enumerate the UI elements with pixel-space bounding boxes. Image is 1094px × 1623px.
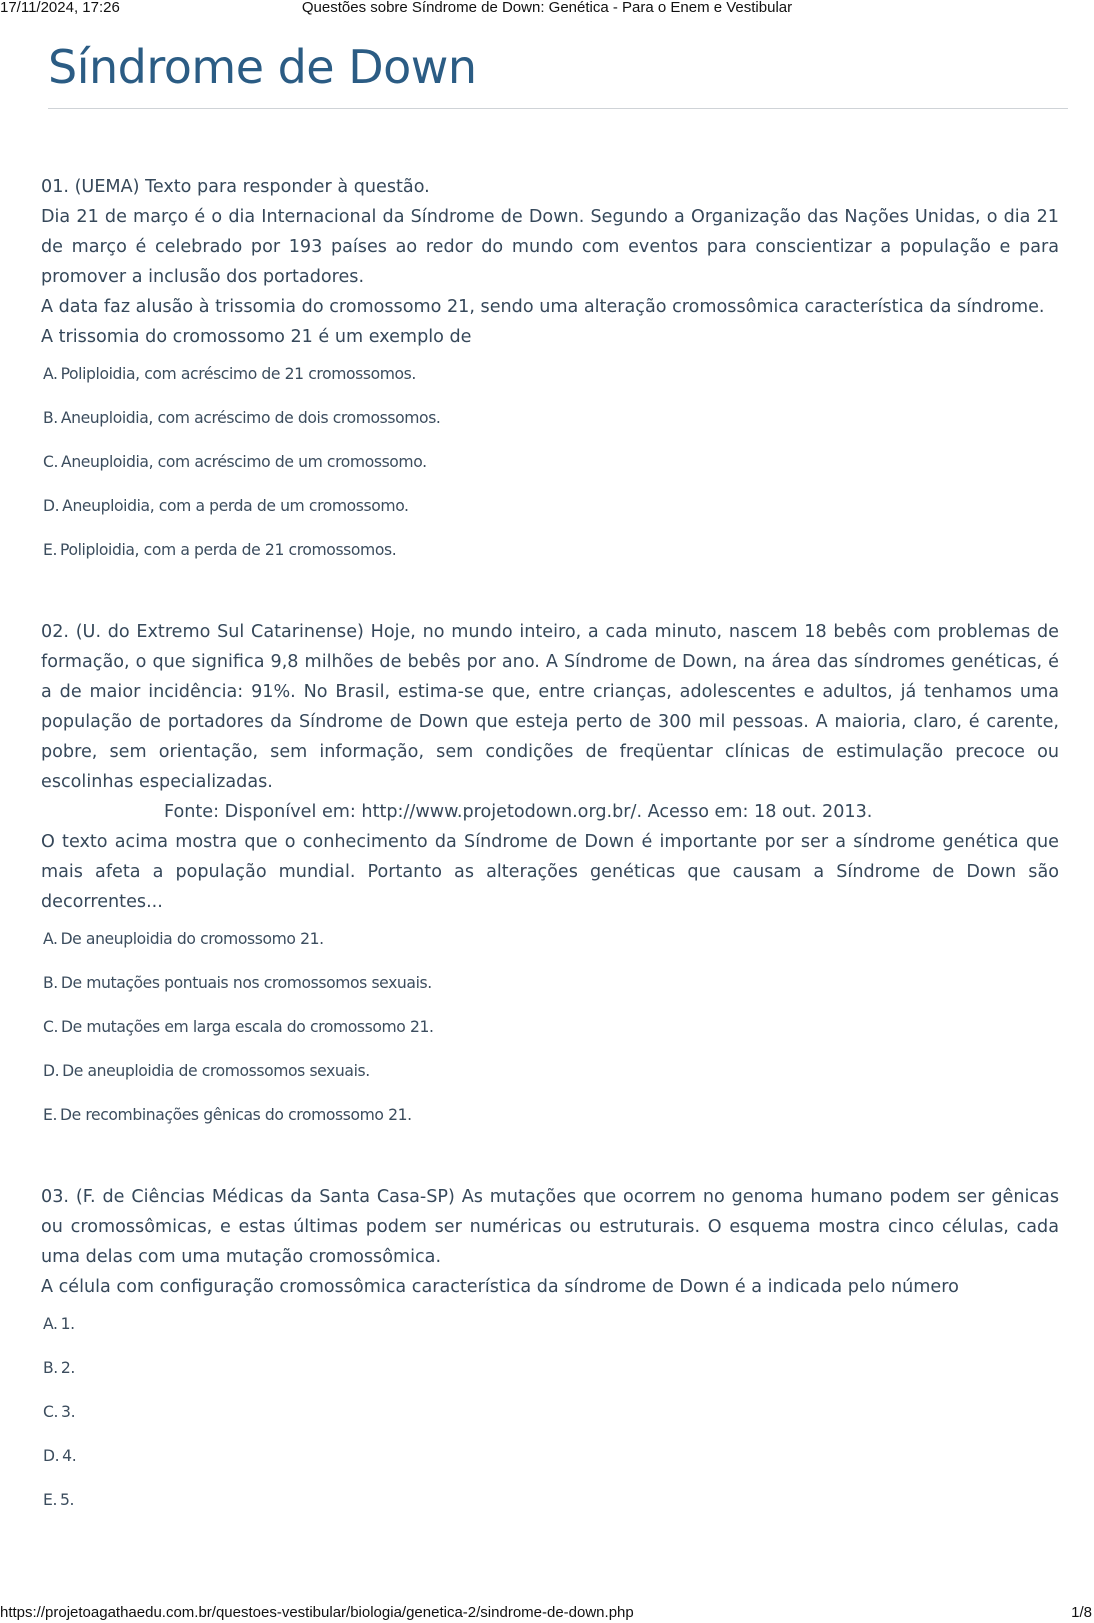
question-01 xyxy=(41,172,1059,585)
answer-option-e[interactable] xyxy=(41,1106,1059,1150)
question-heading: 01. (UEMA) Texto para responder à questão. xyxy=(41,177,430,197)
option-text: Poliploidia, com acréscimo de 21 cromossomos. xyxy=(60,365,416,383)
option-letter: C. xyxy=(43,453,59,471)
question-prompt: O texto acima mostra que o conhecimento da Síndrome de Down é importante por ser a síndrome genética que mais afeta a população mundial. Portanto as alterações genéticas que causam a Síndrome de Down são decorrentes... xyxy=(41,832,1059,912)
print-datetime: 17/11/2024, 17:26 xyxy=(0,0,120,16)
option-letter: C. xyxy=(43,1018,59,1036)
answer-option-d[interactable] xyxy=(41,497,1059,541)
option-letter: A. xyxy=(43,930,58,948)
option-text: 2. xyxy=(60,1359,75,1377)
answer-option-b[interactable] xyxy=(41,409,1059,453)
answer-options xyxy=(41,930,1059,1150)
option-letter: A. xyxy=(43,1315,58,1333)
answer-option-d[interactable] xyxy=(41,1062,1059,1106)
print-url[interactable]: https://projetoagathaedu.com.br/questoes-vestibular/biologia/genetica-2/sindrome-de-down.php xyxy=(0,1604,634,1621)
answer-option-a[interactable] xyxy=(41,930,1059,974)
option-letter: D. xyxy=(43,1062,60,1080)
option-letter: D. xyxy=(43,1447,60,1465)
answer-option-c[interactable] xyxy=(41,1018,1059,1062)
option-text: De recombinações gênicas do cromossomo 21. xyxy=(60,1106,412,1124)
print-document-title: Questões sobre Síndrome de Down: Genética - Para o Enem e Vestibular xyxy=(301,0,793,16)
print-header xyxy=(0,0,1094,18)
answer-options xyxy=(41,365,1059,585)
option-text: De mutações em larga escala do cromossomo 21. xyxy=(61,1018,434,1036)
question-prompt: A célula com configuração cromossômica característica da síndrome de Down é a indicada pelo número xyxy=(41,1277,959,1297)
question-paragraph: 02. (U. do Extremo Sul Catarinense) Hoje, no mundo inteiro, a cada minuto, nascem 18 bebês com problemas de formação, o que significa 9,8 milhões de bebês por ano. A Síndrome de Down, na área das síndromes genéticas, é a de maior incidência: 91%. No Brasil, estima-se que, entre crianças, adolescentes e adultos, já tenhamos uma população de portadores da Síndrome de Down que esteja perto de 300 mil pessoas. A maioria, claro, é carente, pobre, sem orientação, sem informação, sem condições de freqüentar clínicas de estimulação precoce ou escolinhas especializadas. xyxy=(41,622,1059,792)
answer-option-a[interactable] xyxy=(41,1315,1059,1359)
question-03 xyxy=(41,1182,1059,1535)
title-divider xyxy=(48,108,1068,109)
answer-option-d[interactable] xyxy=(41,1447,1059,1491)
option-letter: D. xyxy=(43,497,60,515)
page-indicator: 1/8 xyxy=(1071,1604,1092,1621)
question-prompt: A trissomia do cromossomo 21 é um exemplo de xyxy=(41,327,472,347)
question-paragraph: 03. (F. de Ciências Médicas da Santa Casa-SP) As mutações que ocorrem no genoma humano podem ser gênicas ou cromossômicas, e estas últimas podem ser numéricas ou estruturais. O esquema mostra cinco células, cada uma delas com uma mutação cromossômica. xyxy=(41,1187,1059,1267)
option-text: De mutações pontuais nos cromossomos sexuais. xyxy=(60,974,432,992)
option-letter: B. xyxy=(43,974,58,992)
option-text: Aneuploidia, com acréscimo de um cromossomo. xyxy=(61,453,427,471)
question-source: Fonte: Disponível em: http://www.projetodown.org.br/. Acesso em: 18 out. 2013. xyxy=(164,802,873,822)
answer-option-b[interactable] xyxy=(41,1359,1059,1403)
option-letter: B. xyxy=(43,409,58,427)
question-02 xyxy=(41,617,1059,1150)
question-paragraph: A data faz alusão à trissomia do cromossomo 21, sendo uma alteração cromossômica característica da síndrome. xyxy=(41,297,1045,317)
questions-container xyxy=(41,172,1059,1567)
option-letter: B. xyxy=(43,1359,58,1377)
option-letter: E. xyxy=(43,1106,58,1124)
answer-option-c[interactable] xyxy=(41,453,1059,497)
option-text: 1. xyxy=(60,1315,75,1333)
answer-option-c[interactable] xyxy=(41,1403,1059,1447)
option-letter: C. xyxy=(43,1403,59,1421)
option-text: De aneuploidia do cromossomo 21. xyxy=(60,930,324,948)
option-text: 5. xyxy=(60,1491,75,1509)
answer-option-e[interactable] xyxy=(41,1491,1059,1535)
option-letter: E. xyxy=(43,1491,58,1509)
option-letter: A. xyxy=(43,365,58,383)
answer-option-a[interactable] xyxy=(41,365,1059,409)
page-title: Síndrome de Down xyxy=(48,40,477,94)
answer-option-b[interactable] xyxy=(41,974,1059,1018)
question-paragraph: Dia 21 de março é o dia Internacional da Síndrome de Down. Segundo a Organização das Nações Unidas, o dia 21 de março é celebrado por 193 países ao redor do mundo com eventos para conscientizar a população e para promover a inclusão dos portadores. xyxy=(41,207,1059,287)
answer-option-e[interactable] xyxy=(41,541,1059,585)
option-text: 3. xyxy=(61,1403,76,1421)
answer-options xyxy=(41,1315,1059,1535)
option-text: Aneuploidia, com acréscimo de dois cromossomos. xyxy=(60,409,441,427)
option-letter: E. xyxy=(43,541,58,559)
option-text: Aneuploidia, com a perda de um cromossomo. xyxy=(62,497,409,515)
option-text: De aneuploidia de cromossomos sexuais. xyxy=(62,1062,370,1080)
option-text: 4. xyxy=(62,1447,77,1465)
print-footer xyxy=(0,1604,1094,1622)
option-text: Poliploidia, com a perda de 21 cromossomos. xyxy=(60,541,397,559)
